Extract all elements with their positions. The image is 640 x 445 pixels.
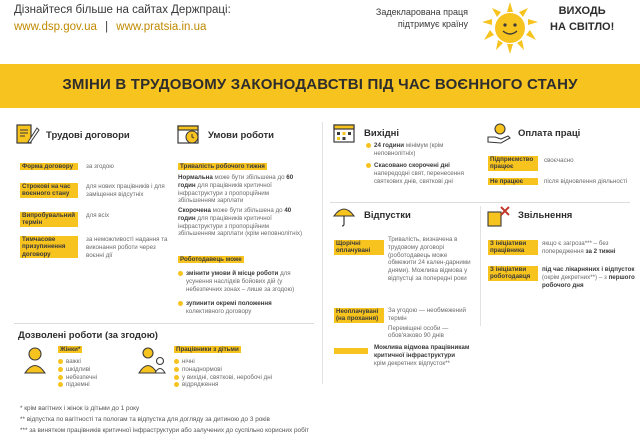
contracts-row-4-text: за неможливості надання та виконання роботи через воєнні дії [86,236,168,259]
days-off-item-1-text: мінімум (крім неповнолітніх) [374,142,444,157]
leave-row-1-text: Тривалість, визначена в трудовому договорі (роботодавець може обмежити 24 кален-дарними днями). Можлива відмова у відпустці за попередні роки [388,236,471,282]
dismissal-row-2-text [542,266,636,289]
slogan [358,6,468,30]
allowed-group-2-label: Працівники з дітьми [176,346,239,353]
pay-title: Оплата праці [518,128,581,139]
list-item [174,358,314,366]
allowed-group-2-list [174,358,314,389]
link-separator: | [105,21,109,33]
dismissal-row-1-label: З ініціативи працівника [488,240,538,255]
hours-normal [178,174,306,205]
hours-normal-bold2: 60 годин [178,174,294,189]
allowed-title: Дозволені роботи (за згодою) [18,330,158,341]
list-item [58,358,128,366]
bullet-icon [58,367,63,372]
employer-item-2-bold: зупинити окремі положення [186,300,272,307]
hours-short-bold2: 40 годин [178,207,292,222]
leave-row-3-marker [334,348,368,354]
divider [330,202,630,203]
link-dsp[interactable]: www.dsp.gov.ua [14,21,97,33]
list-item [174,374,314,382]
bullet-icon [174,359,179,364]
conditions-title: Умови роботи [208,130,274,141]
dismissal-row-1-bold: за 2 тижні [585,247,616,255]
list-item-text: у вихідні, святкові, неробочі дні [182,373,272,381]
umbrella-icon [332,204,356,228]
employer-item-1 [178,270,310,293]
list-item [58,366,128,374]
list-item-text: підземні [66,381,90,389]
footnote-3: *** за винятком працівників критичної інфраструктури або залучених до суспільно корисних робіт [20,427,310,435]
hours-normal-text1: може бути збільшена до [214,174,285,181]
hours-short-bold: Скорочена [178,207,211,214]
list-item-text: небезпечні [66,373,98,381]
bullet-icon [174,367,179,372]
footnote-1: * крім вагітних і жінок із дітьми до 1 року [20,405,140,412]
hours-short-text2: для працівників критичної інфраструктури з пропорційним збільшенням зарплати (крім неповнолітніх) [178,214,303,238]
dismissal-title: Звільнення [518,210,573,221]
dismissal-row-2-bold2: першого робочого дня [542,273,635,289]
employer-item-2-text: колективного договору [186,307,252,315]
employer-label: Роботодавець може [180,256,242,263]
dismissal-row-1-t1: якщо є загроза*** – без попередження [542,240,609,255]
divider [14,323,314,324]
pay-row-2-text: після відновлення діяльності [544,178,628,185]
leave-row-2-text [388,307,476,340]
leave-row-2-text1: За угодою — необмежений термін [388,307,466,322]
list-item [174,366,314,374]
calendar-icon [332,122,356,144]
contracts-row-2-text: для нових працівників і для заміщення відсутніх [86,183,165,198]
dismissal-row-2-label: З ініціативи роботодавця [488,266,538,281]
hours-label: Тривалість робочого тижня [180,163,265,170]
slogan-line1: Задекларована праця [375,7,468,17]
footnote-2: ** відпустка по вагітності та пологам та відпустка для догляду за дитиною до 3 років [20,416,270,424]
hours-short [178,207,306,238]
sun-logo-icon [474,0,546,56]
leave-row-3-text: крім декретних відпусток** [374,359,450,367]
list-item [58,374,128,382]
contracts-row-3-text: для всіх [86,212,110,219]
contracts-title: Трудові договори [46,130,130,141]
logo-line1: ВИХОДЬ [558,5,606,17]
leave-row-3-bold: Можлива відмова працівникам критичної інфраструктури [374,344,470,359]
contracts-row-1-text: за згодою [86,163,114,170]
hours-normal-bold: Нормальна [178,174,213,181]
days-off-item-2-text: напередодні свят, перенесення святкових днів, святкові дні [374,169,464,185]
list-item-text: нічні [182,358,195,365]
contracts-row-1-label: Форма договору [20,163,78,170]
list-item [58,381,128,389]
clock-calendar-icon [176,122,202,146]
leave-row-1-label: Щорічні оплачувані [334,240,384,255]
employer-item-1-text: для усунення наслідків бойових дій (у небезпечних зонах – лише за згодою) [186,270,295,293]
dismissal-row-1-text [542,240,636,256]
employer-item-1-bold: змінити умови й місце роботи [186,270,279,277]
days-off-item-2-bold: Скасовано скорочені дні [374,162,450,169]
days-off-item-1 [366,142,472,158]
list-item-text: важкі [66,358,81,365]
bullet-icon [178,301,183,306]
dismissal-icon [486,204,512,228]
logo-line2: НА СВІТЛО! [550,20,615,33]
hours-short-text1: може бути збільшена до [212,207,283,214]
list-item-text: понаднормові [182,365,222,373]
allowed-group-1-label: Жінки* [60,346,81,353]
site-links [14,21,206,33]
dismissal-row-2-t1: (окрім декретних**) – з [542,273,607,281]
footnotes [20,403,630,437]
contracts-row-3-label: Випробувальний термін [20,212,78,227]
contract-icon [14,122,40,146]
slogan-line2: підтримує країну [397,19,468,30]
column-divider [480,206,481,326]
page-title: ЗМІНИ В ТРУДОВОМУ ЗАКОНОДАВСТВІ ПІД ЧАС ВОЄННОГО СТАНУ [62,76,578,93]
contracts-row-4-label: Тимчасове призупинення договору [20,236,78,258]
pay-row-1-text: своєчасно [544,157,574,164]
dismissal-row-2-bold1: під час лікарняних і відпусток [542,266,635,273]
pay-hand-icon [486,122,512,144]
list-item-text: шкідливі [66,365,91,373]
header-line1: Дізнайтеся більше на сайтах Держпраці: [14,4,231,16]
list-item-text: відрядження [182,381,219,389]
pay-row-1-label: Підприємство працює [488,156,538,171]
bullet-icon [174,375,179,380]
allowed-group-1-list [58,358,128,389]
bullet-icon [366,163,371,168]
bullet-icon [366,143,371,148]
employer-item-2 [178,300,310,316]
column-divider [322,122,323,384]
bullet-icon [58,382,63,387]
leave-row-2-text2: Переміщені особи — обов'язково 90 днів [388,324,449,340]
parent-child-icon [138,346,166,374]
pay-row-2-label: Не працює [488,178,538,185]
woman-icon [22,346,48,374]
bullet-icon [58,359,63,364]
logo-text [550,4,614,36]
bullet-icon [174,382,179,387]
leave-row-3 [374,344,474,367]
days-off-title: Вихідні [364,128,400,139]
bullet-icon [178,271,183,276]
list-item [174,381,314,389]
hours-normal-text2: для працівників критичної інфраструктури з пропорційним збільшенням зарплати [178,181,272,205]
bullet-icon [58,375,63,380]
header [0,0,640,62]
leave-title: Відпустки [364,210,411,221]
contracts-row-2-label: Строкові на час воєнного стану [20,183,78,198]
days-off-item-2 [366,162,472,185]
title-banner [0,64,640,108]
leave-row-2-label: Неоплачувані (на прохання) [334,308,384,323]
days-off-item-1-bold: 24 години [374,142,405,149]
link-pratsia[interactable]: www.pratsia.in.ua [116,21,207,33]
